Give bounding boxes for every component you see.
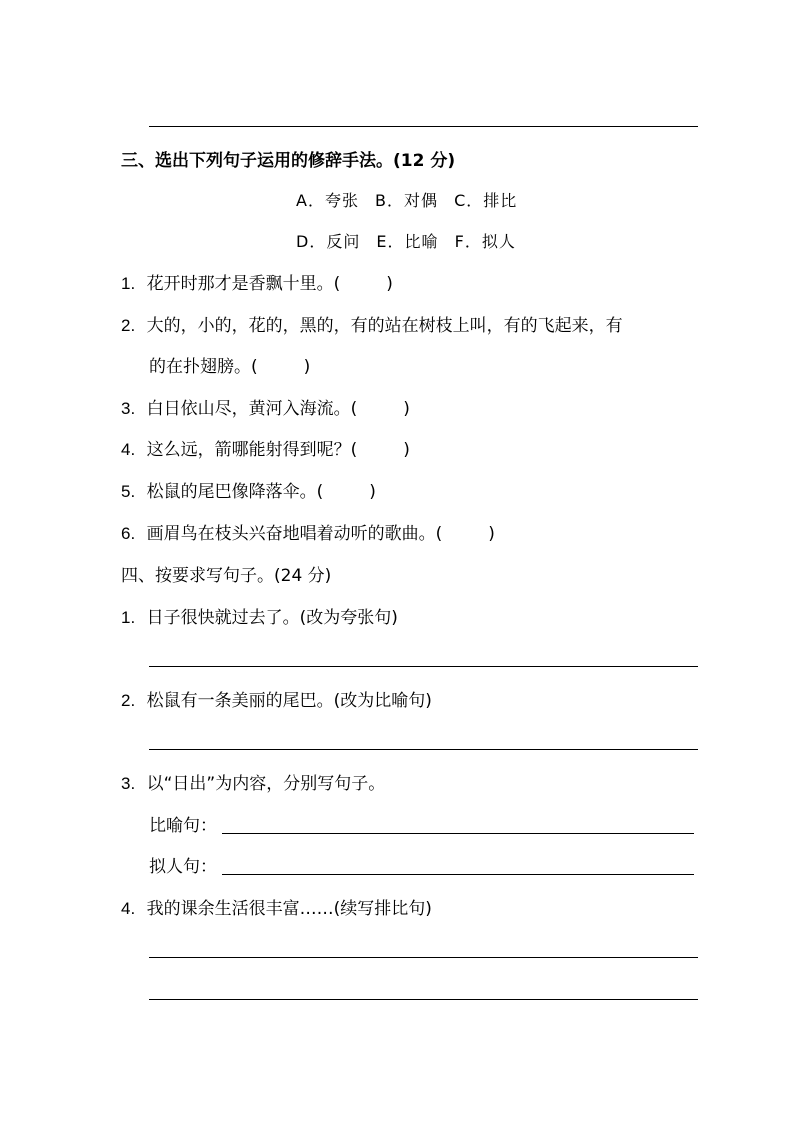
item-text: 松鼠有一条美丽的尾巴。(改为比喻句) (146, 691, 432, 711)
close-paren: ) (303, 357, 311, 377)
options-row-1 (296, 190, 517, 212)
close-paren: ) (369, 482, 376, 502)
s3-item-1 (121, 273, 393, 295)
item-text: 松鼠的尾巴像降落伞。( (146, 482, 324, 502)
s3-item-2 (121, 315, 623, 337)
s3-item-6 (121, 523, 495, 545)
item-number: 6. (121, 524, 136, 543)
close-paren: ) (386, 274, 393, 294)
item-text-cont: 的在扑翅膀。( (149, 357, 258, 377)
item-text: 大的，小的，花的，黑的，有的站在树枝上叫，有的飞起来，有 (146, 316, 623, 336)
metaphor-label: 比喻句： (149, 816, 217, 836)
item-number: 1. (121, 274, 136, 293)
s4-item-2 (121, 690, 432, 712)
s3-item-5 (121, 481, 376, 503)
item-number: 4. (121, 440, 136, 459)
options-row-2 (296, 231, 516, 253)
close-paren: ) (488, 524, 495, 544)
item-number: 2. (121, 691, 136, 710)
answer-line-metaphor[interactable] (222, 833, 694, 834)
answer-line-4b[interactable] (149, 999, 698, 1000)
item-text: 以“日出”为内容，分别写句子。 (146, 774, 386, 794)
item-number: 2. (121, 316, 136, 335)
s3-item-4 (121, 439, 410, 461)
personification-label: 拟人句： (149, 857, 217, 877)
item-number: 3. (121, 774, 136, 793)
section4-title: 四、按要求写句子。(24 分) (121, 566, 332, 586)
close-paren: ) (403, 440, 410, 460)
close-paren: ) (403, 399, 410, 419)
option-e: E．比喻 (376, 232, 439, 251)
option-a: A．夸张 (296, 191, 359, 210)
s3-item-3 (121, 398, 410, 420)
item-number: 1. (121, 608, 136, 627)
s4-item-1 (121, 607, 398, 629)
item-text: 日子很快就过去了。(改为夸张句) (146, 608, 398, 628)
answer-line-2[interactable] (149, 749, 698, 750)
option-c: C．排比 (454, 191, 518, 210)
s4-item-3 (121, 773, 385, 795)
item-text: 花开时那才是香飘十里。( (146, 274, 341, 294)
item-text: 画眉鸟在枝头兴奋地唱着动听的歌曲。( (146, 524, 443, 544)
option-d: D．反问 (296, 232, 361, 251)
answer-line-personification[interactable] (222, 874, 694, 875)
answer-line-1[interactable] (149, 666, 698, 667)
s3-item-2-cont (149, 356, 310, 378)
item-text: 我的课余生活很丰富……(续写排比句) (146, 899, 432, 919)
option-f: F．拟人 (454, 232, 516, 251)
item-number: 3. (121, 399, 136, 418)
answer-line-4a[interactable] (149, 957, 698, 958)
section3-title: 三、选出下列句子运用的修辞手法。(12 分) (121, 151, 456, 171)
item-text: 白日依山尽，黄河入海流。( (146, 399, 358, 419)
item-number: 5. (121, 482, 136, 501)
item-text: 这么远，箭哪能射得到呢？( (146, 440, 358, 460)
answer-line-top[interactable] (149, 126, 698, 127)
s4-item-4 (121, 898, 432, 920)
item-number: 4. (121, 899, 136, 918)
option-b: B．对偶 (375, 191, 439, 210)
